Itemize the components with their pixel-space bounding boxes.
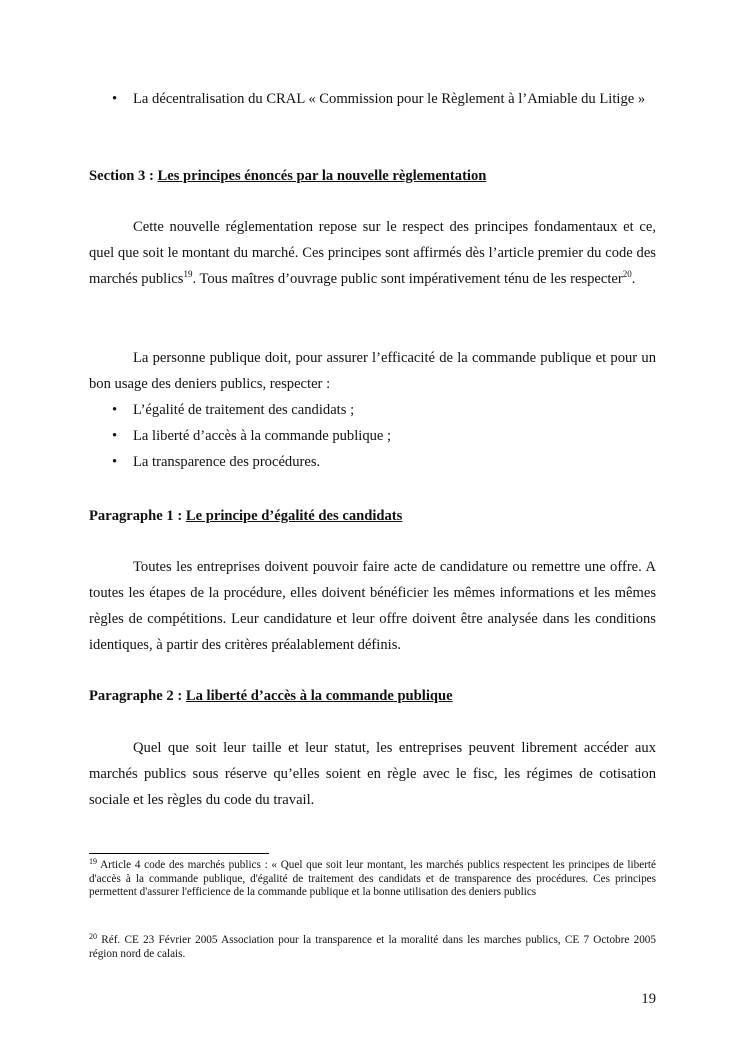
paragraph-text: Toutes les entreprises doivent pouvoir faire acte de candidature ou remettre une offre. A toutes les étapes de la procédure, elles doivent bénéficier les mêmes informations et les mêmes règles de compétitions. Leur candidature et leur offre doivent être analysée dans les conditions identiques, à partir des critères préalablement définis. (89, 559, 656, 653)
paragraphe-1-body (89, 554, 656, 658)
section-3-title: Les principes énoncés par la nouvelle règlementation (157, 168, 487, 184)
paragraph-public-person (89, 345, 656, 397)
footnote-text: Réf. CE 23 Février 2005 Association pour la transparence et la moralité dans les marches publics, CE 7 Octobre 2005 région nord de calais. (89, 934, 656, 960)
paragraphe-2-prefix: Paragraphe 2 : (89, 688, 186, 704)
paragraphe-2-title: La liberté d’accès à la commande publique (185, 688, 453, 704)
list-item (112, 449, 656, 475)
page-number: 19 (641, 991, 656, 1007)
section-3-heading (89, 166, 486, 186)
footnote-ref-20[interactable]: 20 (622, 269, 632, 279)
list-item-text: La transparence des procédures. (133, 454, 321, 470)
list-item-text: La liberté d’accès à la commande publique ; (133, 428, 392, 444)
list-item (112, 423, 656, 449)
paragraphe-1-prefix: Paragraphe 1 : (89, 508, 186, 524)
paragraph-text: . (631, 271, 636, 287)
footnote-19 (89, 859, 656, 900)
list-item (112, 397, 656, 423)
paragraph-text: . Tous maîtres d’ouvrage public sont impérativement ténu de les respecter (192, 271, 623, 287)
footnote-ref-19[interactable]: 19 (183, 269, 193, 279)
footnote-number: 20 (89, 932, 97, 941)
paragraphe-2-heading (89, 686, 453, 706)
paragraphe-1-heading (89, 506, 402, 526)
footnote-number: 19 (89, 857, 97, 866)
paragraph-text: Cette nouvelle réglementation repose sur le respect des principes fondamentaux et ce, quel que soit le montant du marché. Ces principes sont affirmés dès l’article premier du code des marchés publics (89, 219, 656, 287)
bullet-marker: • (112, 402, 118, 418)
paragraph-text: Quel que soit leur taille et leur statut, les entreprises peuvent librement accéder aux marchés publics sous réserve qu’elles soient en règle avec le fisc, les régimes de cotisation sociale et les règles du code du travail. (89, 740, 656, 808)
section-3-prefix: Section 3 : (89, 168, 158, 184)
paragraph-principles-intro (89, 214, 656, 292)
bullet-marker: • (112, 91, 118, 107)
footnote-text: Article 4 code des marchés publics : « Quel que soit leur montant, les marchés publics respectent les principes de liberté d'accès à la commande publique, d'égalité de traitement des candidats et de transparence des procédures. Ces principes permettent d'assurer l'efficience de la commande publique et la bonne utilisation des deniers publics (89, 859, 656, 898)
footnote-separator (89, 853, 269, 854)
list-item-text: L’égalité de traitement des candidats ; (133, 402, 355, 418)
footnote-20 (89, 934, 656, 961)
bullet-marker: • (112, 428, 118, 444)
bullet-cral-text: La décentralisation du CRAL « Commission pour le Règlement à l’Amiable du Litige » (133, 91, 646, 107)
bullet-marker: • (112, 454, 118, 470)
paragraphe-1-title: Le principe d’égalité des candidats (185, 508, 403, 524)
paragraphe-2-body (89, 735, 656, 813)
bullet-cral (112, 86, 656, 112)
paragraph-text: La personne publique doit, pour assurer l’efficacité de la commande publique et pour un bon usage des deniers publics, respecter : (89, 350, 656, 392)
